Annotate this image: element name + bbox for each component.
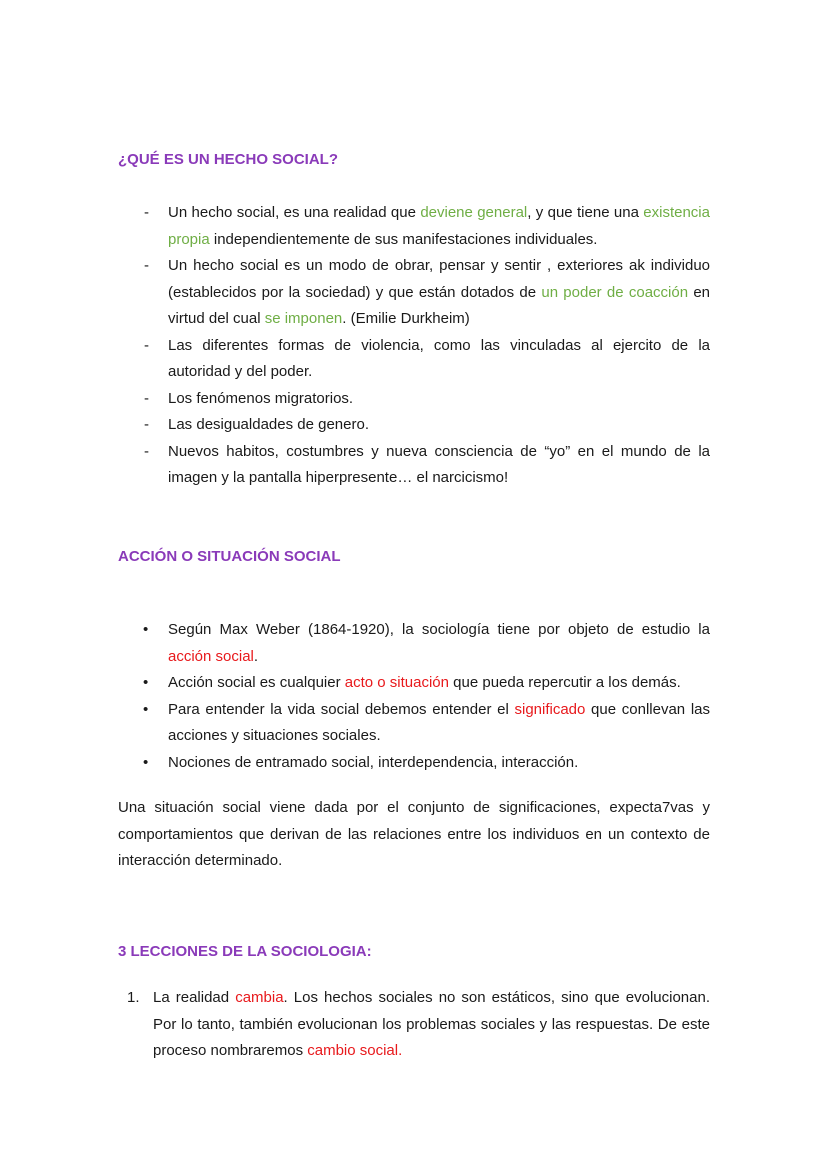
highlight-term: se imponen	[264, 310, 343, 327]
list-item: - Los fenómenos migratorios.	[118, 386, 710, 413]
section-heading-hecho-social: ¿QUÉ ES UN HECHO SOCIAL?	[118, 151, 339, 168]
list-item: - Un hecho social es un modo de obrar, pensar y sentir , exteriores ak individuo (establecidos por la sociedad) y que están dotados de un poder de coacción en virtud del cual se imponen. (Emilie Durkheim)	[118, 253, 710, 333]
highlight-term: acción social	[168, 647, 254, 665]
highlight-term: deviene general	[420, 204, 528, 221]
list-item: • Para entender la vida social debemos entender el significado que conllevan las acciones y situaciones sociales.	[118, 697, 710, 750]
list-item: 1. La realidad cambia. Los hechos sociales no son estáticos, sino que evolucionan. Por lo tanto, también evolucionan los problemas sociales y las respuestas. De este proceso nombraremos cambio social.	[118, 985, 710, 1065]
highlight-term: cambia	[235, 989, 284, 1006]
highlight-term: acto o situación	[344, 674, 449, 691]
list-item: - Un hecho social, es una realidad que deviene general, y que tiene una existencia propia independientemente de sus manifestaciones individuales.	[118, 200, 710, 253]
list-item: - Las desigualdades de genero.	[118, 412, 710, 439]
list-item: - Las diferentes formas de violencia, como las vinculadas al ejercito de la autoridad y del poder.	[118, 333, 710, 386]
highlight-term: significado	[514, 700, 586, 718]
highlight-term: existencia propia	[168, 204, 710, 248]
situacion-social-paragraph: Una situación social viene dada por el conjunto de significaciones, expecta7vas y comportamientos que derivan de las relaciones entre los individuos en un contexto de interacción determinado.	[118, 799, 710, 869]
lecciones-list	[118, 985, 710, 1065]
highlight-term: un poder de coacción	[541, 283, 689, 301]
list-item: - Nuevos habitos, costumbres y nueva consciencia de “yo” en el mundo de la imagen y la pantalla hiperpresente… el narcicismo!	[118, 439, 710, 492]
accion-social-list	[118, 617, 710, 776]
list-item: • Nociones de entramado social, interdependencia, interacción.	[118, 750, 710, 777]
hecho-social-list	[118, 200, 710, 492]
highlight-term: cambio social.	[307, 1042, 403, 1059]
list-item: • Acción social es cualquier acto o situación que pueda repercutir a los demás.	[118, 670, 710, 697]
section-heading-accion-social: ACCIÓN O SITUACIÓN SOCIAL	[118, 548, 341, 565]
list-item: • Según Max Weber (1864-1920), la sociología tiene por objeto de estudio la acción social.	[118, 617, 710, 670]
section-heading-lecciones: 3 LECCIONES DE LA SOCIOLOGIA:	[118, 943, 372, 960]
